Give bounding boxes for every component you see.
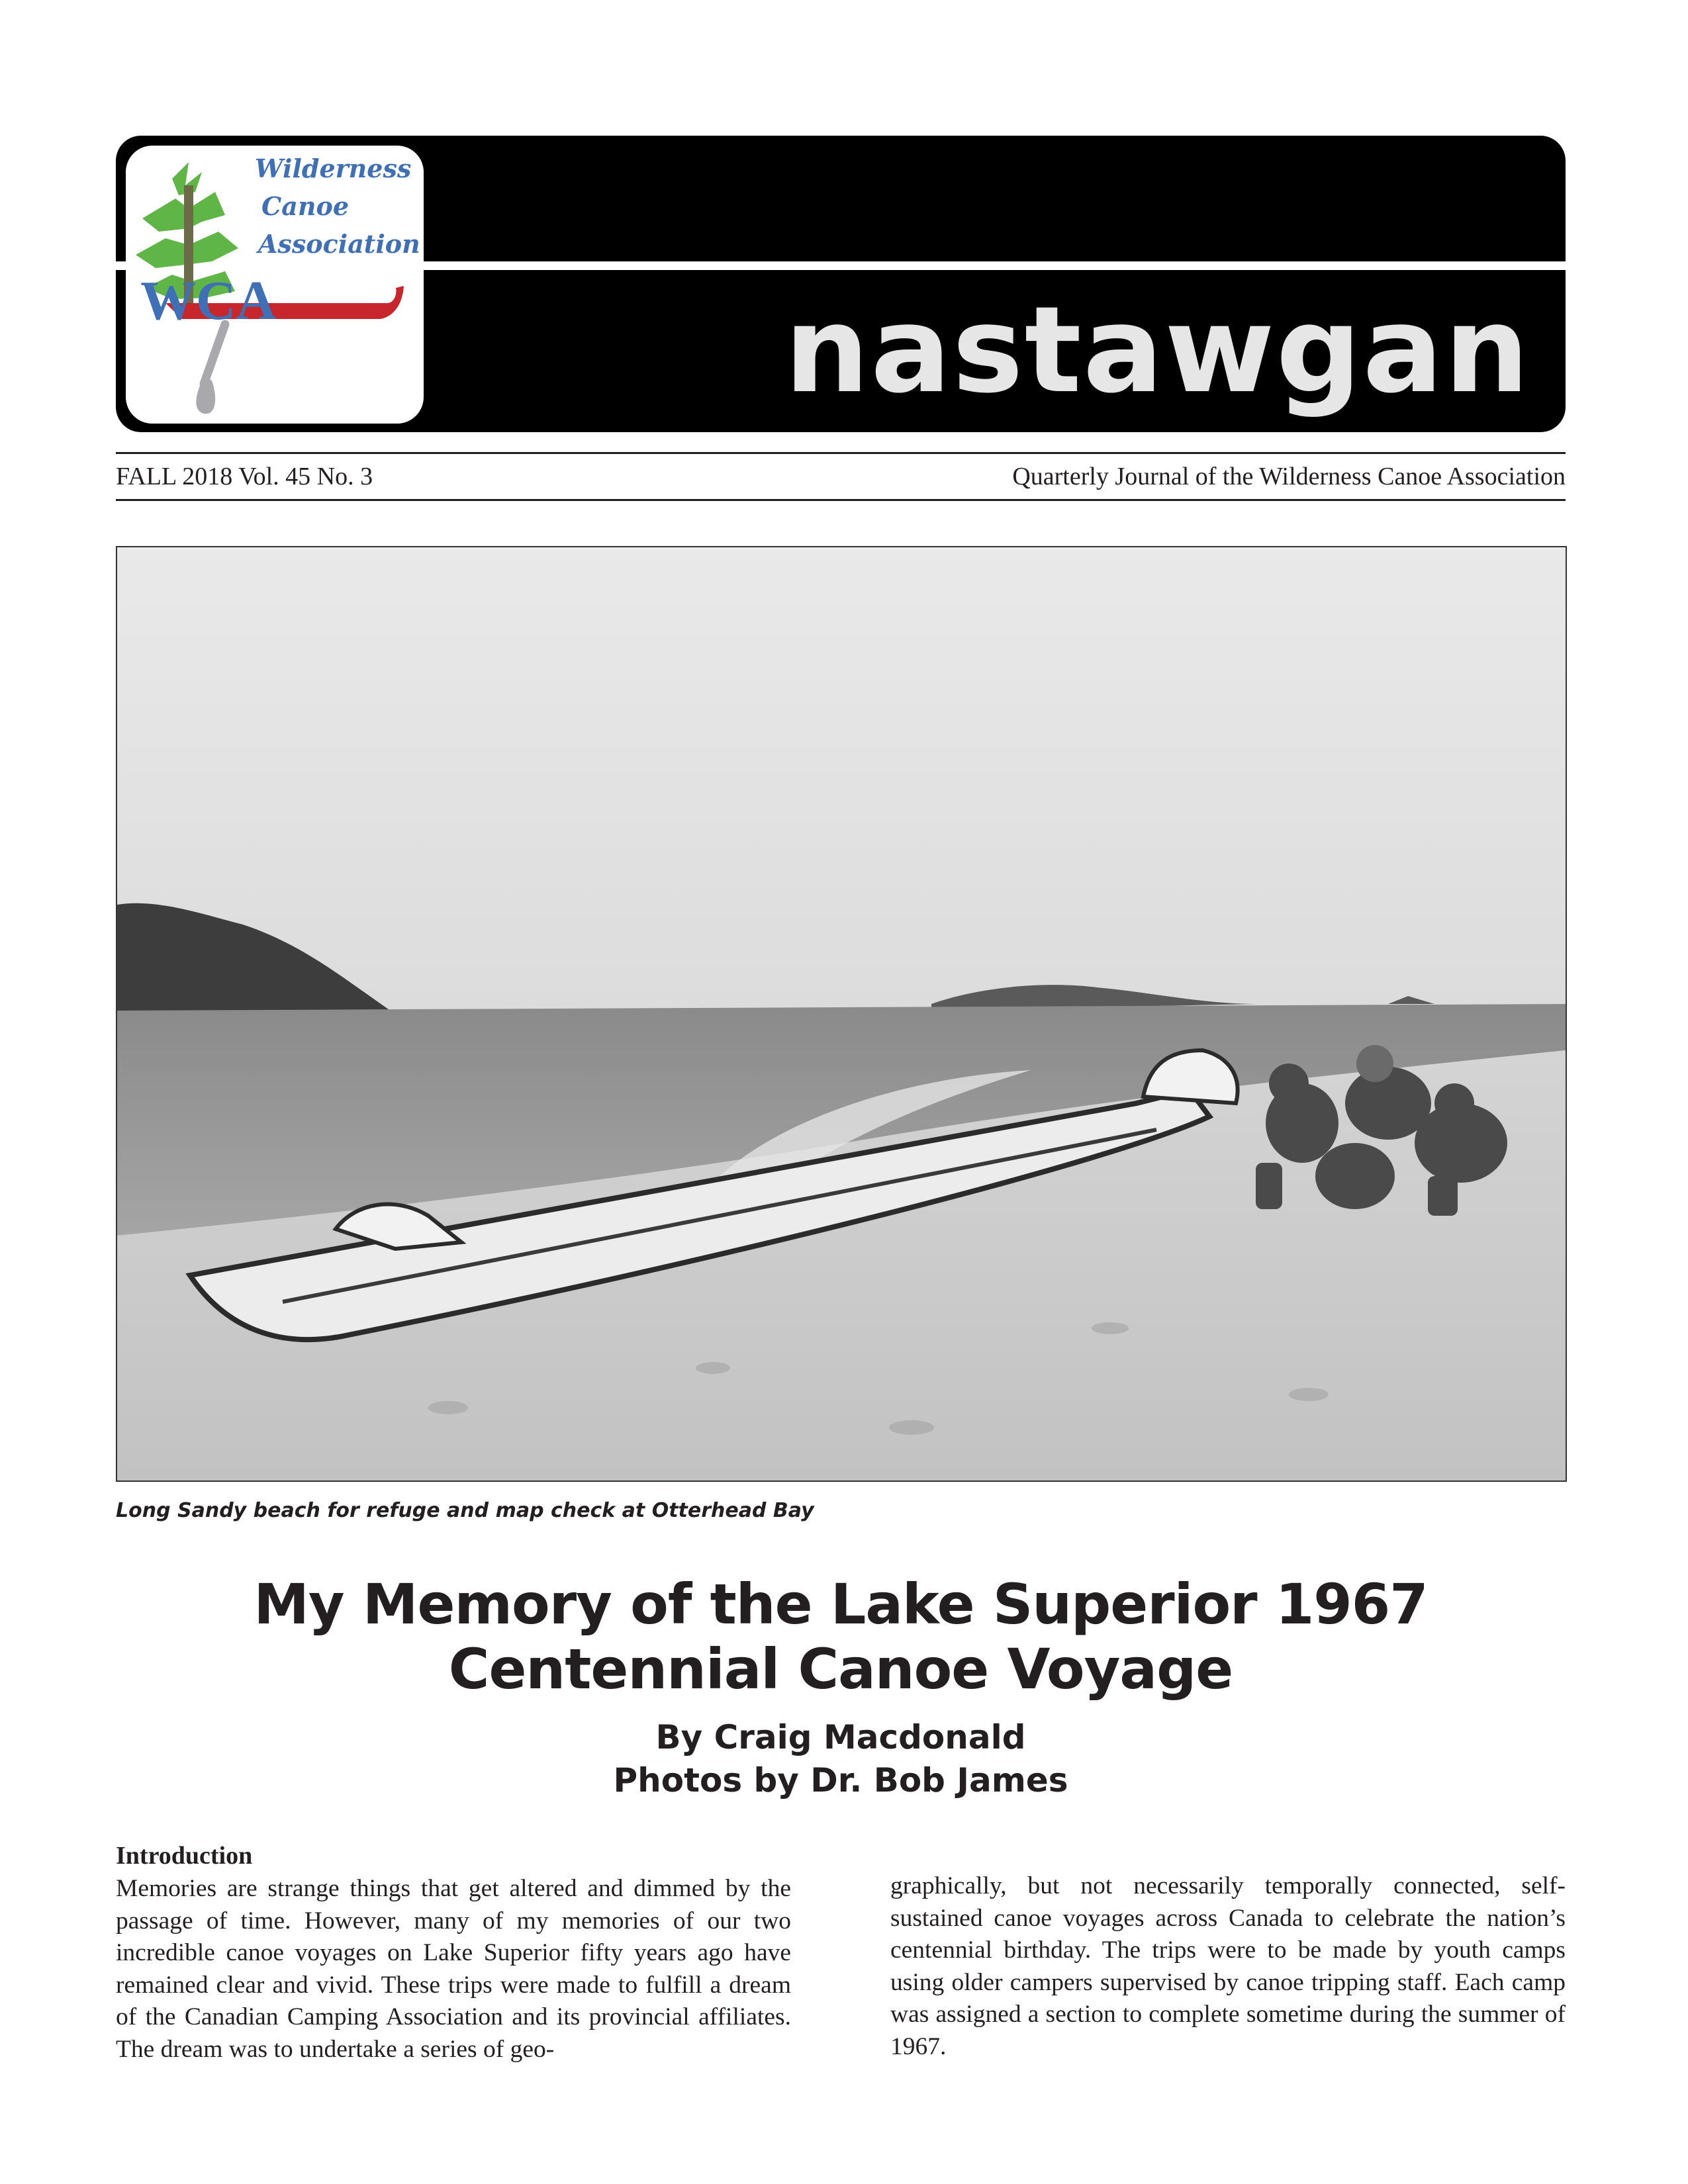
logo-initials: WCA <box>140 270 277 332</box>
author-credit: By Craig Macdonald <box>655 1718 1026 1756</box>
article-column-left <box>116 1841 791 2066</box>
logo-line2: Canoe <box>261 191 350 221</box>
issue-date-volume: FALL 2018 Vol. 45 No. 3 <box>116 463 373 490</box>
headline-line2: Centennial Canoe Voyage <box>448 1637 1233 1702</box>
column-right-text: graphically, but not necessarily temporally connected, self-sustained canoe voyages across Canada to celebrate the nation’s centennial birthday. The trips were to be made by youth camps using older campers supervised by canoe tripping staff. Each camp was assigned a section to complete sometime during the summer of 1967. <box>890 1872 1566 2060</box>
article-headline <box>116 1572 1566 1702</box>
logo-line1: Wilderness <box>255 154 412 183</box>
column-left-text: Memories are strange things that get altered and dimmed by the passage of time. However, many of my memories of our two incredible canoe voyages on Lake Superior fifty years ago have remained clear and vivid. These trips were made to fulfill a dream of the Canadian Camping Association and its provincial affiliates. The dream was to undertake a series of geo- <box>116 1875 791 2063</box>
wca-logo <box>126 146 424 424</box>
journal-subtitle: Quarterly Journal of the Wilderness Canoe Association <box>1012 463 1566 490</box>
journal-title: nastawgan <box>784 281 1531 420</box>
section-heading: Introduction <box>116 1842 253 1870</box>
cover-photo <box>116 546 1567 1482</box>
article-column-right <box>890 1870 1566 2063</box>
photo-credit: Photos by Dr. Bob James <box>613 1761 1068 1799</box>
logo-line3: Association <box>258 229 420 259</box>
photo-caption: Long Sandy beach for refuge and map check at Otterhead Bay <box>116 1499 814 1522</box>
beach-canoe-photo <box>117 547 1566 1480</box>
tree-canoe-paddle-logo-icon <box>126 146 424 424</box>
issue-bar <box>116 452 1566 501</box>
headline-line1: My Memory of the Lake Superior 1967 <box>254 1572 1428 1637</box>
masthead <box>116 136 1566 432</box>
article-byline <box>116 1716 1566 1802</box>
